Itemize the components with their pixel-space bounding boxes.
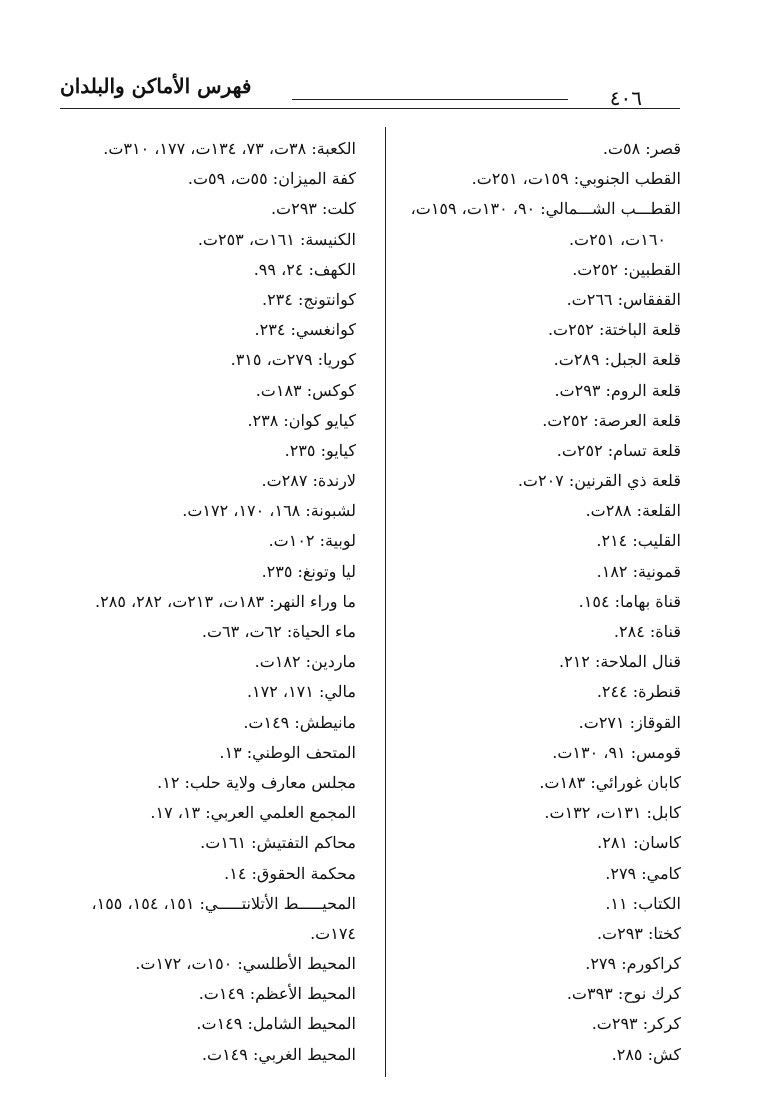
index-entry: لوبية: ١٠٢ت. bbox=[268, 531, 356, 551]
index-entry: قومس: ٩١، ١٣٠ت. bbox=[552, 742, 681, 762]
index-entry: لشبونة: ١٦٨، ١٧٠، ١٧٢ت. bbox=[182, 501, 356, 521]
index-entry: قناة بهاما: ١٥٤. bbox=[578, 591, 681, 611]
index-entry: ماء الحياة: ٦٢ت، ٦٣ت. bbox=[201, 622, 356, 641]
index-entry: قصر: ٥٨ت. bbox=[602, 139, 681, 158]
index-entry: قناة: ٢٨٤. bbox=[613, 622, 681, 641]
index-entry: المحيط الشامل: ١٤٩ت. bbox=[196, 1014, 356, 1034]
index-entry: المتحف الوطني: ١٣. bbox=[219, 742, 356, 762]
index-entry: الكعبة: ٣٨ت، ٧٣، ١٣٤ت، ١٧٧، ٣١٠ت. bbox=[103, 139, 356, 158]
page-title: فهرس الأماكن والبلدان bbox=[60, 74, 252, 98]
index-entry: مانيطش: ١٤٩ت. bbox=[243, 712, 356, 732]
index-entry: قنال الملاحة: ٢١٢. bbox=[559, 652, 681, 672]
index-entry: كابل: ١٣١ت، ١٣٢ت. bbox=[544, 803, 681, 823]
index-entry: كلت: ٢٩٣ت. bbox=[270, 199, 356, 219]
index-entry: كيايو: ٢٣٥. bbox=[284, 440, 356, 460]
index-entry: كش: ٢٨٥. bbox=[611, 1044, 681, 1064]
index-entry: ماردين: ١٨٢ت. bbox=[254, 652, 356, 672]
index-entry: الكهف: ٢٤، ٩٩. bbox=[253, 259, 356, 279]
index-entry: لارندة: ٢٨٧ت. bbox=[261, 471, 356, 491]
index-entry: القوقاز: ٢٧١ت. bbox=[578, 712, 681, 732]
index-entry: القلعة: ٢٨٨ت. bbox=[585, 501, 681, 521]
index-entry: محاكم التفتيش: ١٦١ت. bbox=[200, 833, 356, 853]
index-entry: كاسان: ٢٨١. bbox=[597, 833, 681, 853]
index-entry: كوانتونج: ٢٣٤. bbox=[261, 289, 356, 309]
index-entry: ما وراء النهر: ١٨٣ت، ٢١٣ت، ٢٨٢، ٢٨٥. bbox=[95, 591, 356, 611]
index-entry: قلعة الروم: ٢٩٣ت. bbox=[554, 380, 681, 400]
index-entry: قلعة ذي القرنين: ٢٠٧ت. bbox=[517, 471, 681, 491]
index-entry: كفة الميزان: ٥٥ت، ٥٩ت. bbox=[187, 169, 356, 189]
index-column-right bbox=[391, 134, 681, 1070]
index-entry: القطب الجنوبي: ١٥٩ت، ٢٥١ت. bbox=[471, 169, 681, 189]
index-entry: القطبين: ٢٥٢ت. bbox=[572, 259, 681, 279]
column-divider bbox=[385, 127, 386, 1077]
index-entry: كيايو كوان: ٢٣٨. bbox=[247, 410, 356, 430]
index-entry: المجمع العلمي العربي: ١٣، ١٧. bbox=[150, 803, 356, 823]
index-entry: الكتاب: ١١. bbox=[605, 893, 681, 913]
index-entry: القليب: ٢١٤. bbox=[596, 531, 681, 551]
index-entry-continuation: ١٦٠ت، ٢٥١ت. bbox=[568, 229, 666, 249]
header-rule bbox=[292, 99, 568, 100]
index-entry: كركر: ٢٩٣ت. bbox=[591, 1014, 681, 1034]
index-entry: كوكس: ١٨٣ت. bbox=[255, 380, 356, 400]
page-header bbox=[60, 70, 680, 110]
index-entry: كراكورم: ٢٧٩. bbox=[585, 954, 681, 974]
index-entry: القطـــب الشـــمالي: ٩٠، ١٣٠ت، ١٥٩ت، bbox=[410, 199, 681, 219]
index-entry: قنطرة: ٢٤٤. bbox=[596, 682, 681, 702]
index-entry: المحيـــــط الأتلانتـــــي: ١٥١، ١٥٤، ١٥٥، bbox=[91, 893, 356, 913]
index-entry: مجلس معارف ولاية حلب: ١٢. bbox=[157, 772, 356, 792]
index-entry: محكمة الحقوق: ١٤. bbox=[224, 863, 356, 883]
index-entry: كابان غورائي: ١٨٣ت. bbox=[539, 772, 681, 792]
index-column-left bbox=[81, 134, 356, 1070]
index-entry: قمونية: ١٨٢. bbox=[596, 561, 681, 581]
index-entry: قلعة الباختة: ٢٥٢ت. bbox=[547, 320, 681, 340]
index-entry: المحيط الأطلسي: ١٥٠ت، ١٧٢ت. bbox=[135, 954, 356, 974]
index-entry: مالي: ١٧١، ١٧٢. bbox=[246, 682, 356, 702]
index-entry: كرك نوح: ٣٩٣ت. bbox=[566, 984, 681, 1004]
index-entry: كوريا: ٢٧٩ت، ٣١٥. bbox=[230, 350, 356, 370]
index-entry: كوانغسي: ٢٣٤. bbox=[254, 320, 356, 340]
index-entry-continuation: ١٧٤ت. bbox=[310, 923, 356, 943]
index-entry: المحيط الغربي: ١٤٩ت. bbox=[201, 1044, 356, 1064]
index-entry: كامي: ٢٧٩. bbox=[605, 863, 681, 883]
header-underline bbox=[60, 108, 680, 109]
page-number: ٤٠٦ bbox=[609, 86, 642, 110]
index-entry: قلعة تسام: ٢٥٢ت. bbox=[556, 440, 681, 460]
index-entry: قلعة الجبل: ٢٨٩ت. bbox=[553, 350, 681, 370]
index-entry: قلعة العرصة: ٢٥٢ت. bbox=[542, 410, 681, 430]
index-entry: كختا: ٢٩٣ت. bbox=[596, 923, 681, 943]
index-entry: المحيط الأعظم: ١٤٩ت. bbox=[198, 984, 356, 1004]
index-entry: القفقاس: ٢٦٦ت. bbox=[566, 289, 681, 309]
index-entry: ليا وتونغ: ٢٣٥. bbox=[261, 561, 356, 581]
index-entry: الكنيسة: ١٦١ت، ٢٥٣ت. bbox=[197, 229, 356, 249]
